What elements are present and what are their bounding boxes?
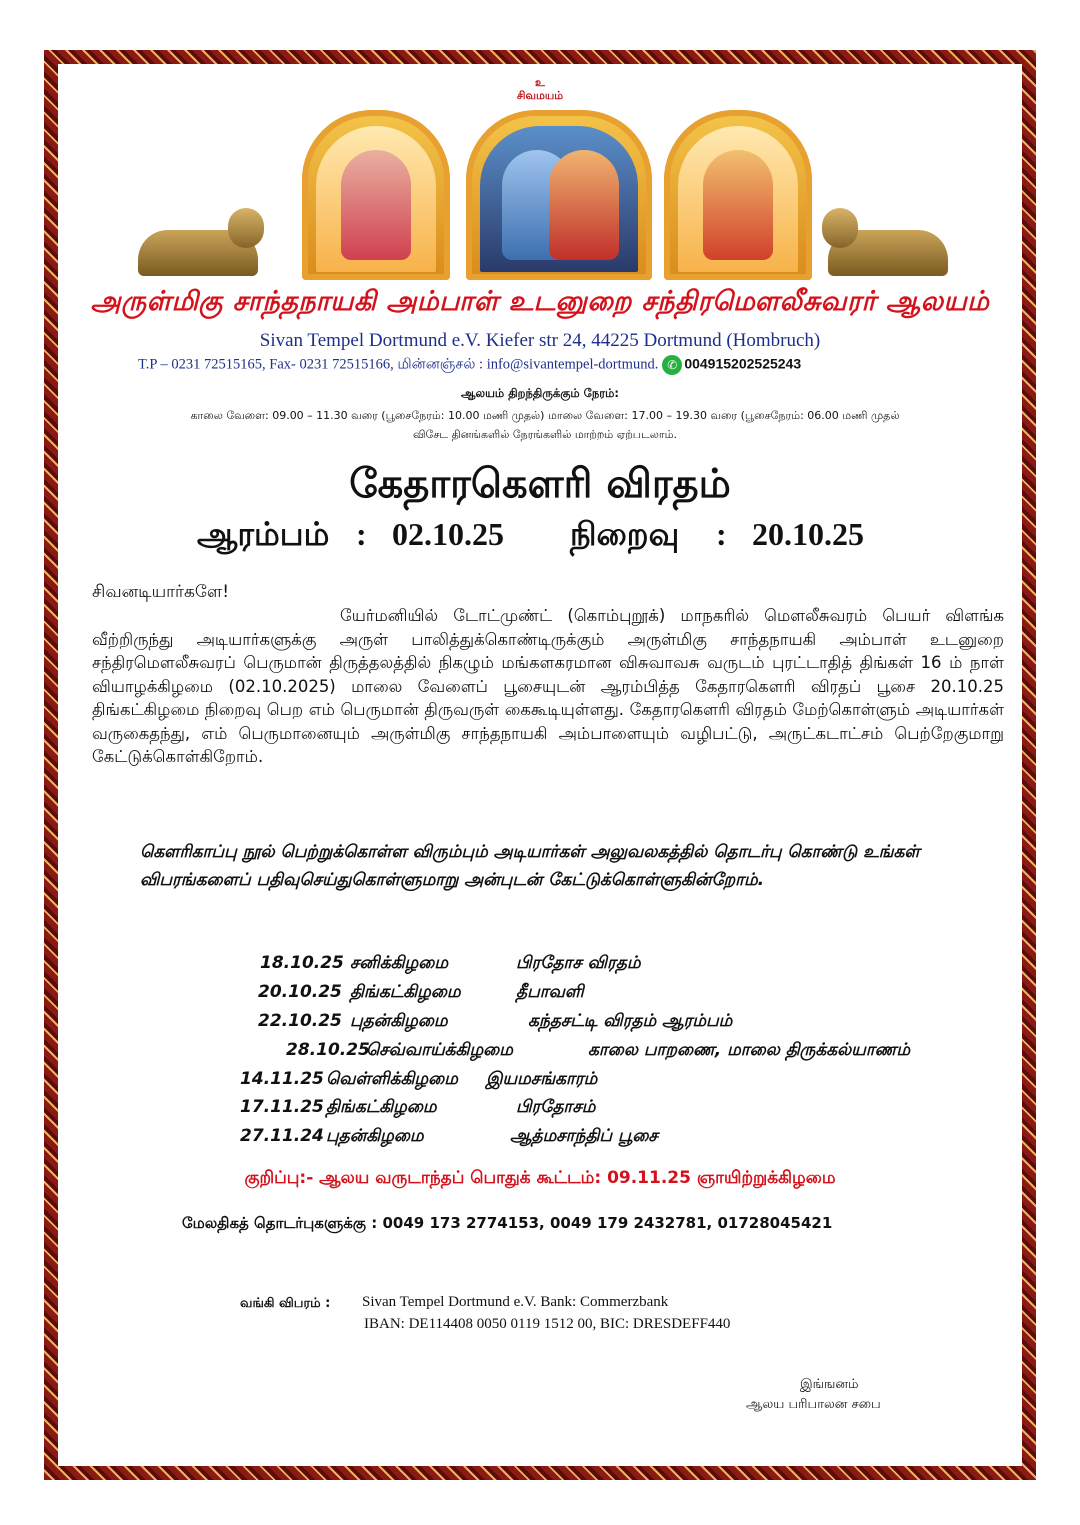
signature-line-2: ஆலய பரிபாலன சபை (746, 1397, 881, 1412)
event-day: புதன்கிழமை (326, 1126, 424, 1146)
event-date: 27.11.24 (240, 1126, 324, 1146)
hours-line-1: காலை வேளை: 09.00 – 11.30 வரை (பூசைநேரம்: 10.00 மணி முதல்) மாலை வேளை: 17.00 – 19.30 வரை (பூசைநேரம்: 06.00 மணி முதல் (190, 409, 900, 422)
end-date: 20.10.25 (752, 516, 864, 552)
end-sep: : (716, 516, 727, 552)
event-date: 28.10.25 (286, 1040, 370, 1060)
shiva-parvati-shrine-image (466, 110, 652, 280)
event-name: இயமசங்காரம் (486, 1069, 598, 1089)
body-paragraph: யேர்மனியில் டோட்முண்ட் (கொம்புறூக்) மாநகரில் மௌலீசுவரம் பெயர் விளங்க வீற்றிருந்து அடியார்களுக்கு அருள் பாலித்துக்கொண்டிருக்கும் அருள்மிகு சாந்தநாயகி அம்பாள் உடனுறை சந்திரமௌலீசுவரப் பெருமான் திருத்தலத்தில் நிகழும் மங்களகரமான விசுவாவசு வருடம் புரட்டாதித் திங்கள் 16 ம் நாள் வியாழக்கிழமை (02.10.2025) மாலை வேளைப் பூசையுடன் ஆரம்பித்த கேதாரகௌரி விரதப் பூசை 20.10.25 திங்கட்கிழமை நிறைவு பெற எம் பெருமான் திருவருள் கைகூடியுள்ளது. கேதாரகௌரி விரதம் மேற்கொள்ளும் அடியார்கள் வருகைதந்து, எம் பெருமானையும் அருள்மிகு சாந்தநாயகி அம்பாளையும் வழிபட்டு, அருட்கடாட்சம் பெற்றேகுமாறு கேட்டுக்கொள்கிறோம். (92, 606, 1004, 766)
end-label: நிறைவு (570, 516, 680, 552)
nandi-left-image (128, 200, 268, 280)
opening-hours-title: ஆலயம் திறந்திருக்கும் நேரம்: (460, 386, 620, 400)
opening-hours (100, 406, 990, 444)
event-date: 18.10.25 (260, 953, 344, 973)
murugan-shrine-image (664, 110, 812, 280)
event-name: ஆத்மசாந்திப் பூசை (510, 1126, 658, 1146)
event-name: காலை பாறணை, மாலை திருக்கல்யாணம் (588, 1040, 911, 1060)
event-name: பிரதோசம் (516, 1097, 596, 1117)
start-label: ஆரம்பம் (197, 516, 330, 552)
event-date: 14.11.25 (240, 1069, 324, 1089)
contact-text: T.P – 0231 72515165, Fax- 0231 72515166, மின்னஞ்சல் : info@sivantempel-dortmund. (138, 356, 659, 373)
event-day: வெள்ளிக்கிழமை (326, 1069, 458, 1089)
start-date: 02.10.25 (392, 516, 504, 552)
event-day: புதன்கிழமை (350, 1011, 448, 1031)
hours-line-2: விசேட தினங்களில் நேரங்களில் மாற்றம் ஏற்படலாம். (413, 428, 677, 441)
temple-name: அருள்மிகு சாந்தநாயகி அம்பாள் உடனுறை சந்திரமௌலீசுவரர் ஆலயம் (90, 286, 990, 317)
greeting: சிவனடியார்களே! (92, 582, 230, 602)
event-date: 17.11.25 (240, 1097, 324, 1117)
nandi-right-image (818, 200, 958, 280)
more-info-contacts: மேலதிகத் தொடர்புகளுக்கு : 0049 173 2774153, 0049 179 2432781, 01728045421 (182, 1214, 833, 1232)
signature-line-1: இங்ஙனம் (800, 1377, 859, 1392)
whatsapp-number: 004915202525243 (684, 355, 802, 372)
event-day: திங்கட்கிழமை (350, 982, 461, 1002)
event-day: செவ்வாய்க்கிழமை (366, 1040, 513, 1060)
bank-label: வங்கி விபரம் : (240, 1296, 331, 1311)
temple-address: Sivan Tempel Dortmund e.V. Kiefer str 24, 44225 Dortmund (Hombruch) (259, 330, 821, 351)
event-date: 20.10.25 (258, 982, 342, 1002)
event-day: திங்கட்கிழமை (326, 1097, 437, 1117)
om-symbol: உ சிவமயம் (516, 76, 564, 102)
start-sep: : (356, 516, 367, 552)
event-name: பிரதோச விரதம் (516, 953, 641, 973)
whatsapp-icon: ✆ (662, 355, 682, 375)
ganesha-shrine-image (302, 110, 450, 280)
bank-line-2: IBAN: DE114408 0050 0119 1512 00, BIC: DRESDEFF440 (364, 1316, 731, 1332)
meeting-note: குறிப்பு:- ஆலய வருடாந்தப் பொதுக் கூட்டம்: 09.11.25 ஞாயிற்றுக்கிழமை (244, 1168, 836, 1188)
vratham-title: கேதாரகௌரி விரதம் (349, 460, 731, 507)
contact-line (138, 355, 801, 375)
event-name: தீபாவளி (516, 982, 584, 1002)
registration-notice: கௌரிகாப்பு நூல் பெற்றுக்கொள்ள விரும்பும் அடியார்கள் அலுவலகத்தில் தொடர்பு கொண்டு உங்கள் விபரங்களைப் பதிவுசெய்துகொள்ளுமாறு அன்புடன் கேட்டுக்கொள்ளுகின்றோம். (140, 842, 920, 890)
event-day: சனிக்கிழமை (350, 953, 448, 973)
event-name: கந்தசட்டி விரதம் ஆரம்பம் (528, 1011, 733, 1031)
bank-line-1: Sivan Tempel Dortmund e.V. Bank: Commerzbank (362, 1294, 669, 1310)
event-date: 22.10.25 (258, 1011, 342, 1031)
